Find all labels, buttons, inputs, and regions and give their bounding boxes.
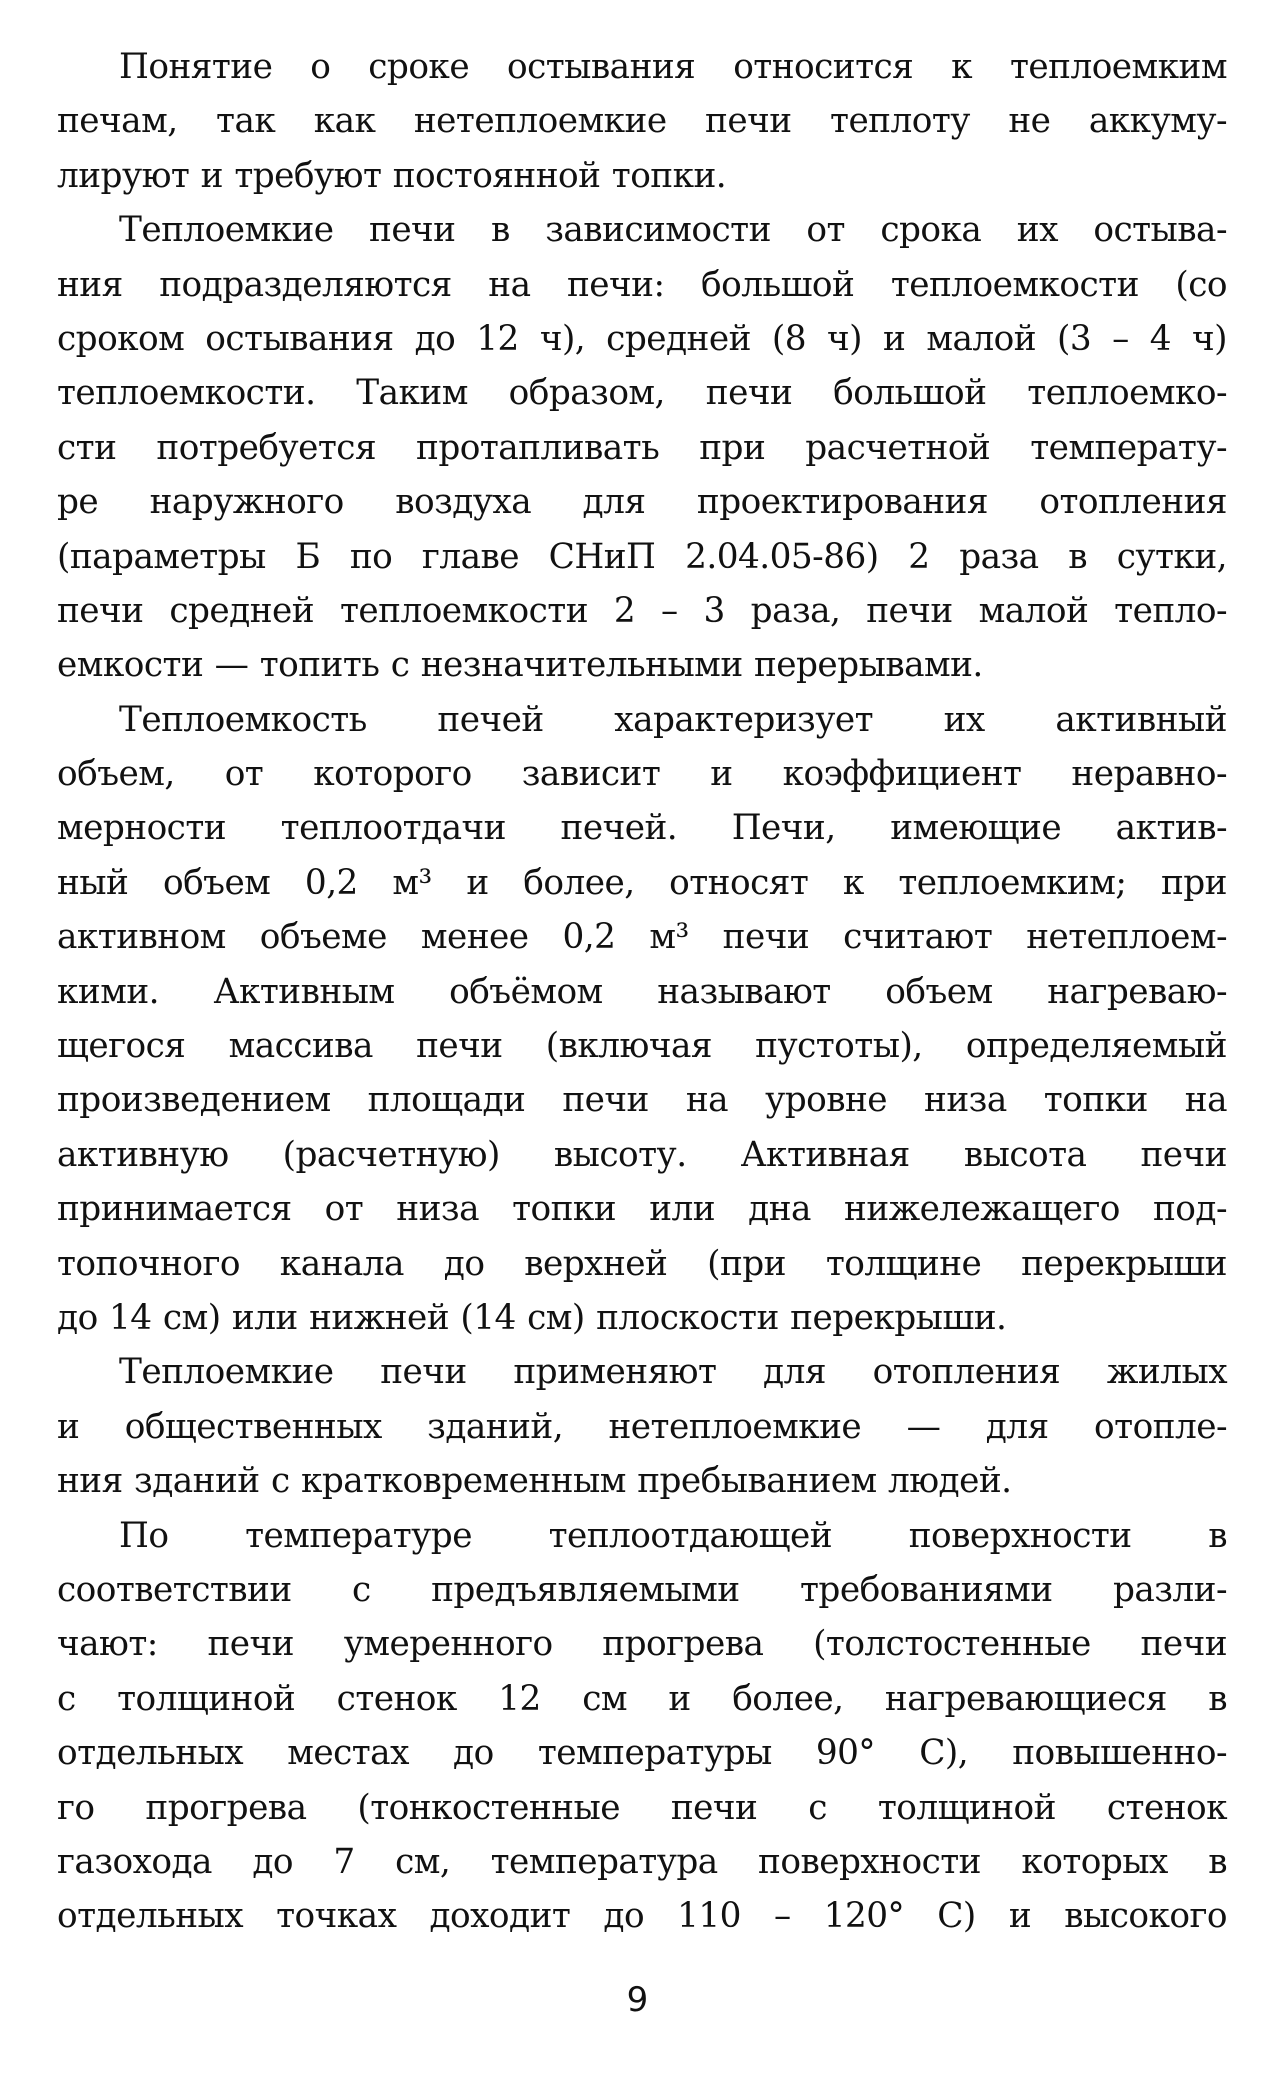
text-line: (параметры Б по главе СНиП 2.04.05-86) 2 раза в сутки, bbox=[57, 536, 1227, 577]
text-line: с толщиной стенок 12 см и более, нагревающиеся в bbox=[57, 1678, 1227, 1719]
paragraph-5 bbox=[57, 1509, 1227, 1944]
text-line: печи средней теплоемкости 2 – 3 раза, печи малой тепло- bbox=[57, 590, 1227, 631]
text-line: Теплоемкость печей характеризует их активный bbox=[119, 699, 1227, 740]
text-line: емкости — топить с незначительными перерывами. bbox=[57, 645, 983, 686]
text-line: произведением площади печи на уровне низа топки на bbox=[57, 1080, 1227, 1121]
text-line: Понятие о сроке остывания относится к теплоемким bbox=[119, 47, 1227, 87]
text-line: По температуре теплоотдающей поверхности в bbox=[119, 1515, 1227, 1556]
text-line: печам, так как нетеплоемкие печи теплоту не аккуму- bbox=[57, 101, 1227, 142]
text-line: сроком остывания до 12 ч), средней (8 ч) и малой (3 – 4 ч) bbox=[57, 318, 1227, 359]
text-line: ния подразделяются на печи: большой теплоемкости (со bbox=[57, 264, 1227, 305]
text-line: Теплоемкие печи применяют для отопления жилых bbox=[119, 1352, 1227, 1393]
text-line: и общественных зданий, нетеплоемкие — для отопле- bbox=[57, 1406, 1227, 1447]
text-line: активном объеме менее 0,2 м³ печи считают нетеплоем- bbox=[57, 917, 1227, 958]
text-line: ре наружного воздуха для проектирования отопления bbox=[57, 482, 1227, 523]
text-line: принимается от низа топки или дна нижележащего под- bbox=[57, 1189, 1227, 1230]
text-line: отдельных местах до температуры 90° С), повышенно- bbox=[57, 1733, 1227, 1774]
paragraph-3 bbox=[57, 693, 1227, 1346]
text-line: мерности теплоотдачи печей. Печи, имеющие актив- bbox=[57, 808, 1227, 849]
paragraph-1 bbox=[57, 40, 1227, 203]
page-number: 9 bbox=[626, 1980, 649, 2020]
text-line: газохода до 7 см, температура поверхности которых в bbox=[57, 1841, 1227, 1882]
text-line: сти потребуется протапливать при расчетной температу- bbox=[57, 427, 1227, 468]
text-line: ный объем 0,2 м³ и более, относят к теплоемким; при bbox=[57, 862, 1227, 903]
body-text bbox=[57, 40, 1227, 1944]
text-line: до 14 см) или нижней (14 см) плоскости перекрыши. bbox=[57, 1297, 1007, 1338]
paragraph-2 bbox=[57, 203, 1227, 693]
text-line: ния зданий с кратковременным пребыванием людей. bbox=[57, 1461, 1012, 1502]
text-line: чают: печи умеренного прогрева (толстостенные печи bbox=[57, 1624, 1227, 1665]
text-line: объем, от которого зависит и коэффициент неравно- bbox=[57, 754, 1227, 795]
text-line: теплоемкости. Таким образом, печи большой теплоемко- bbox=[57, 373, 1227, 414]
text-line: топочного канала до верхней (при толщине перекрыши bbox=[57, 1243, 1227, 1284]
text-line: го прогрева (тонкостенные печи с толщиной стенок bbox=[57, 1787, 1227, 1828]
text-line: кими. Активным объёмом называют объем нагреваю- bbox=[57, 971, 1227, 1012]
text-line: лируют и требуют постоянной топки. bbox=[57, 155, 727, 196]
paragraph-4 bbox=[57, 1345, 1227, 1508]
text-line: активную (расчетную) высоту. Активная высота печи bbox=[57, 1134, 1227, 1175]
text-line: отдельных точках доходит до 110 – 120° С) и высокого bbox=[57, 1896, 1227, 1937]
text-line: щегося массива печи (включая пустоты), определяемый bbox=[57, 1026, 1227, 1067]
text-line: Теплоемкие печи в зависимости от срока их остыва- bbox=[119, 210, 1227, 251]
text-line: соответствии с предъявляемыми требованиями разли- bbox=[57, 1569, 1227, 1610]
